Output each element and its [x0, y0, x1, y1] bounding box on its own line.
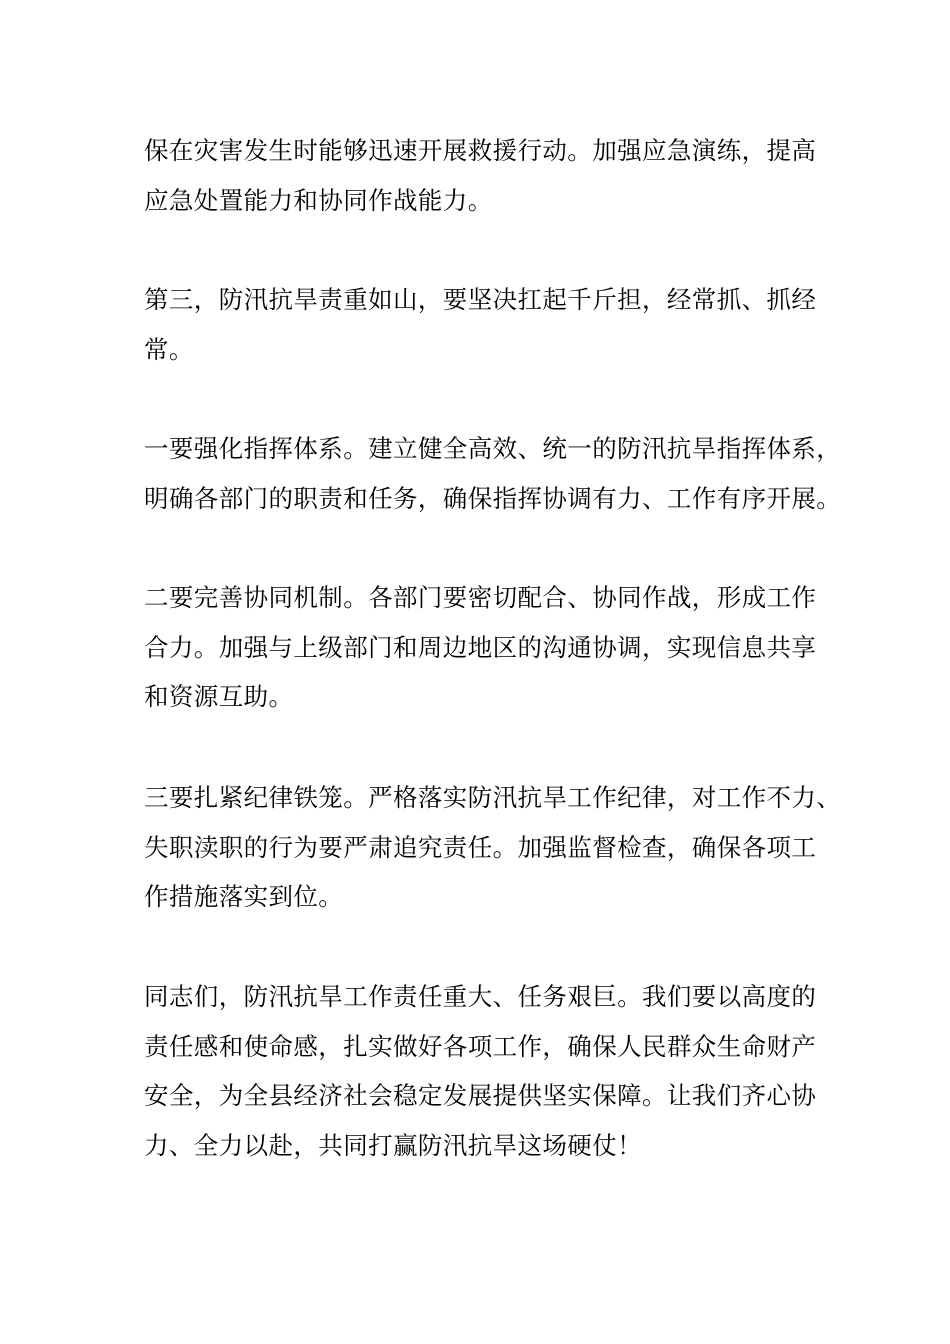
paragraph-1 [144, 126, 816, 225]
paragraph-5 [144, 773, 842, 922]
paragraph-line: 同志们，防汛抗旱工作责任重大、任务艰巨。我们要以高度的 [144, 982, 817, 1011]
paragraph-line: 责任感和使命感，扎实做好各项工作，确保人民群众生命财产 [144, 1031, 817, 1061]
paragraph-line: 常。 [144, 334, 194, 364]
paragraph-line: 和资源互助。 [144, 682, 294, 711]
paragraph-4 [144, 573, 816, 722]
paragraph-line: 明确各部门的职责和任务，确保指挥协调有力、工作有序开展。 [144, 483, 842, 513]
paragraph-6 [144, 972, 816, 1170]
paragraph-line: 应急处置能力和协同作战能力。 [144, 185, 493, 215]
paragraph-line: 二要完善协同机制。各部门要密切配合、协同作战，形成工作 [144, 583, 817, 612]
paragraph-line: 第三，防汛抗旱责重如山，要坚决扛起千斤担，经常抓、抓经 [144, 285, 817, 314]
paragraph-line: 保在灾害发生时能够迅速开展救援行动。加强应急演练，提高 [144, 136, 817, 165]
paragraph-line: 力、全力以赴，共同打赢防汛抗旱这场硬仗！ [144, 1130, 642, 1160]
paragraph-line: 合力。加强与上级部门和周边地区的沟通协调，实现信息共享 [144, 632, 817, 662]
paragraph-line: 作措施落实到位。 [144, 882, 344, 911]
paragraph-line: 一要强化指挥体系。建立健全高效、统一的防汛抗旱指挥体系， [144, 434, 842, 463]
paragraph-line: 失职渎职的行为要严肃追究责任。加强监督检查，确保各项工 [144, 832, 817, 862]
paragraph-line: 三要扎紧纪律铁笼。严格落实防汛抗旱工作纪律，对工作不力、 [144, 783, 842, 812]
paragraph-2 [144, 275, 816, 374]
paragraph-3 [144, 424, 842, 523]
paragraph-line: 安全，为全县经济社会稳定发展提供坚实保障。让我们齐心协 [144, 1081, 817, 1110]
